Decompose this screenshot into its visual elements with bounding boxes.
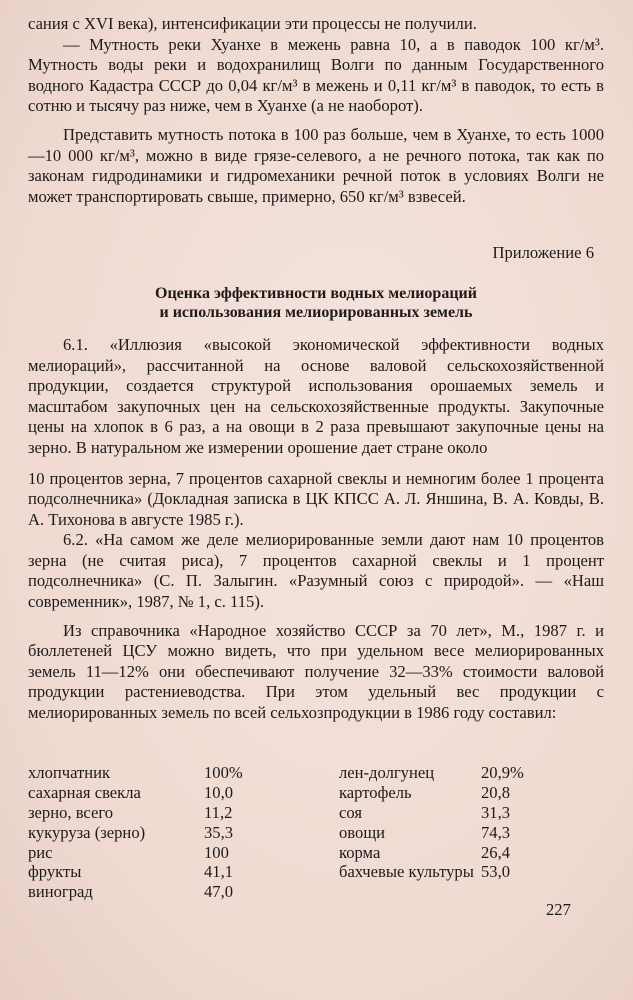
paragraph-continuation: сания с XVI века), интенсификации эти процессы не получили. <box>28 14 477 33</box>
crop-name: хлопчатник <box>28 763 111 782</box>
crop-value: 41,1 <box>204 862 234 882</box>
crop-value: 20,9% <box>481 763 524 782</box>
crop-share-table <box>28 763 604 902</box>
table-row <box>28 763 604 783</box>
crop-name: зерно, всего <box>28 802 114 822</box>
crop-name: корма <box>339 842 381 862</box>
body-text <box>28 14 604 724</box>
heading-line-1: Оценка эффективности водных мелиораций <box>155 284 477 302</box>
crop-name: виноград <box>28 882 93 902</box>
crop-name: лен-долгунец <box>339 763 435 782</box>
crop-name: фрукты <box>28 862 82 882</box>
crop-name: овощи <box>339 822 385 842</box>
crop-value: 35,3 <box>204 822 234 842</box>
crop-value: 10,0 <box>204 782 234 802</box>
crop-value: 74,3 <box>481 822 511 842</box>
table-row <box>28 843 604 863</box>
table-row <box>28 783 604 803</box>
crop-name: бахчевые культуры <box>339 862 474 882</box>
crop-name: сахарная свекла <box>28 782 141 802</box>
paragraph-huanghe-turbidity: — Мутность реки Хуанхе в межень равна 10, а в паводок 100 кг/м³. Мутность воды реки и водохранилищ Волги по данным Государственного водного Кадастра СССР до 0,04 кг/м³ в межень и 0,11 кг/м³ в паводок, то есть в сотню и тысячу раз ниже, чем в Хуанхе (а не наоборот). <box>28 34 604 116</box>
crop-value: 31,3 <box>481 802 511 822</box>
paragraph-statistics: Из справочника «Народное хозяйство СССР за 70 лет», М., 1987 г. и бюллетеней ЦСУ можно видеть, что при удельном весе мелиорированных земель 11—12% они обеспечивают получение 32—33% стоимости валовой продукции растениеводства. При этом удельный вес продукции с мелиорированных земель по всей сельхозпродукции в 1986 году составил: <box>28 620 604 723</box>
crop-value: 26,4 <box>481 842 511 862</box>
table-row <box>28 823 604 843</box>
table-row <box>28 803 604 823</box>
table-row <box>28 862 604 882</box>
section-heading <box>28 284 604 323</box>
paragraph-6-1-continued: 10 процентов зерна, 7 процентов сахарной свеклы и немногим более 1 процента подсолнечника» (Докладная записка в ЦК КПСС А. Л. Яншина, В. А. Ковды, В. А. Тихонова в августе 1985 г.). <box>28 468 604 529</box>
appendix-label: Приложение 6 <box>492 243 594 263</box>
crop-value: 100 <box>204 842 229 862</box>
crop-value: 100% <box>204 763 243 782</box>
page-number: 227 <box>546 900 571 919</box>
crop-value: 53,0 <box>481 862 511 882</box>
paragraph-mudflow: Представить мутность потока в 100 раз больше, чем в Хуанхе, то есть 1000—10 000 кг/м³, можно в виде грязе-селевого, а не речного потока, так как по законам гидродинамики и гидромеханики речной поток в условиях Волги не может транспортировать свыше, примерно, 650 кг/м³ взвесей. <box>28 124 604 206</box>
crop-value: 11,2 <box>204 802 233 822</box>
heading-line-2: и использования мелиорированных земель <box>159 304 473 322</box>
crop-name: картофель <box>339 782 412 802</box>
crop-value: 47,0 <box>204 882 234 902</box>
table-row <box>28 882 604 902</box>
crop-name: соя <box>339 802 362 822</box>
paragraph-6-2: 6.2. «На самом же деле мелиорированные земли дают нам 10 процентов зерна (не считая риса), 7 процентов сахарной свеклы и 1 процент подсолнечника» (С. П. Залыгин. «Разумный союз с природой». — «Наш современник», 1987, № 1, с. 115). <box>28 530 604 612</box>
crop-name: рис <box>28 842 53 862</box>
crop-value: 20,8 <box>481 782 511 802</box>
paragraph-6-1: 6.1. «Иллюзия «высокой экономической эффективности водных мелиораций», рассчитанной на основе валовой сельскохозяйственной продукции, создается структурой использования орошаемых земель и масштабом закупочных цен на сельскохозяйственные продукты. Закупочные цены на хлопок в 6 раз, а на овощи в 2 раза превышают закупочные цены на зерно. В натуральном же измерении орошение дает стране около <box>28 334 604 457</box>
crop-name: кукуруза (зерно) <box>28 822 146 842</box>
